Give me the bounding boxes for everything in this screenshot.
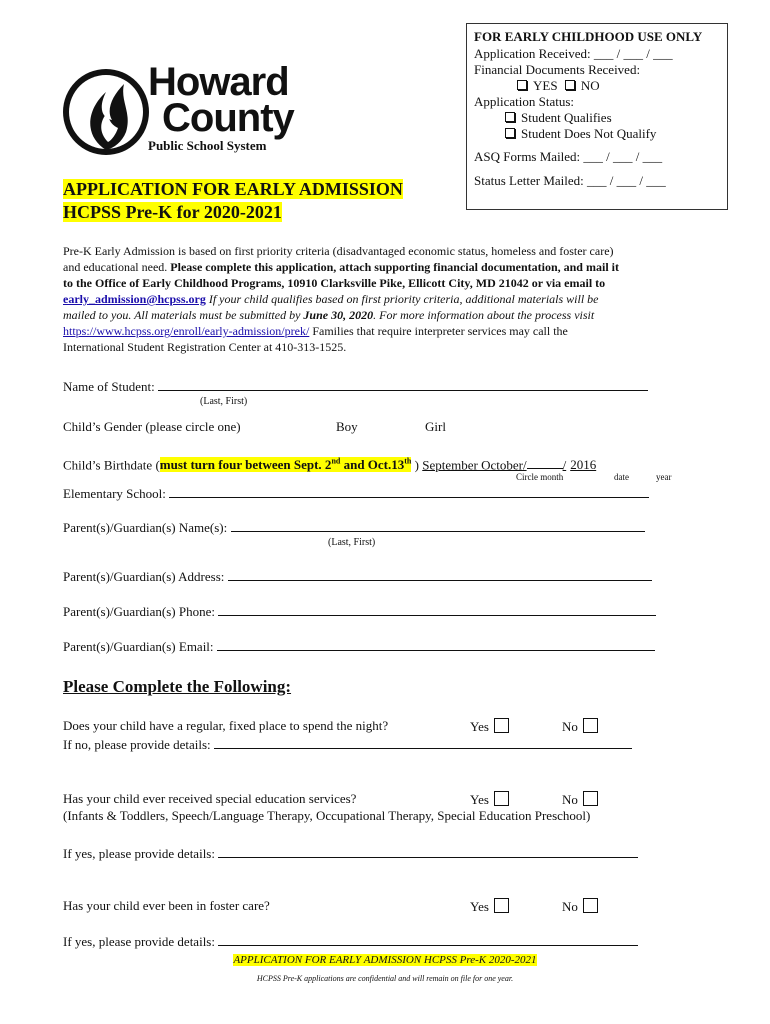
year-hint: year <box>656 472 672 482</box>
q2-no-label: No <box>562 792 578 807</box>
q1-no <box>562 718 598 735</box>
q2-details-label: If yes, please provide details: <box>63 846 215 861</box>
q3-text: Has your child ever been in foster care? <box>63 898 270 913</box>
gender-option-boy[interactable]: Boy <box>336 419 358 434</box>
q1-details-field <box>63 736 632 753</box>
q3-details-input[interactable] <box>218 933 638 946</box>
intro-line-7: International Student Registration Center at 410-313-1525. <box>63 340 347 354</box>
intro-line-2: and educational need. <box>63 260 168 274</box>
section-heading: Please Complete the Following: <box>63 677 292 696</box>
q1-no-label: No <box>562 719 578 734</box>
birthdate-label: Child’s Birthdate ( <box>63 457 160 473</box>
student-name-field <box>63 378 648 395</box>
student-name-hint: (Last, First) <box>200 396 248 407</box>
application-status-label: Application Status: <box>474 94 575 109</box>
birth-and-text: and Oct.13 <box>340 457 405 473</box>
intro-line-4-italic: If your child qualifies based on first priority criteria, additional materials will be <box>205 292 599 306</box>
office-use-box <box>466 23 728 210</box>
guardian-email-input[interactable] <box>217 638 655 651</box>
birthdate-field <box>63 454 606 473</box>
application-received: Application Received: ___ / ___ / ___ <box>474 46 673 61</box>
q3-no-checkbox[interactable] <box>583 898 598 913</box>
not-qualify-checkbox[interactable] <box>505 128 515 138</box>
gender-option-girl[interactable]: Girl <box>425 419 446 434</box>
intro-line-1: Pre-K Early Admission is based on first priority criteria (disadvantaged economic status, homeless and foster care) <box>63 244 614 258</box>
guardian-address-label: Parent(s)/Guardian(s) Address: <box>63 569 225 584</box>
intro-line-5-italic-b: . For more information about the process visit <box>373 308 595 322</box>
page-title <box>63 178 403 224</box>
guardian-email-field <box>63 638 655 655</box>
q3-no <box>562 898 598 915</box>
financial-docs-options <box>517 78 600 94</box>
q2-no-checkbox[interactable] <box>583 791 598 806</box>
intro-paragraph <box>63 244 723 355</box>
guardian-name-input[interactable] <box>231 519 645 532</box>
q2-details-field <box>63 845 638 862</box>
birth-note-text: must turn four between Sept. 2 <box>159 457 332 473</box>
birth-year: 2016 <box>570 457 597 473</box>
q1-details-input[interactable] <box>214 736 632 749</box>
q3-details-field <box>63 933 638 950</box>
circle-month-hint: Circle month <box>516 472 564 482</box>
title-line-2: HCPSS Pre-K for 2020-2021 <box>63 202 282 222</box>
guardian-phone-label: Parent(s)/Guardian(s) Phone: <box>63 604 215 619</box>
not-qualify-label: Student Does Not Qualify <box>521 126 657 141</box>
student-name-input[interactable] <box>158 378 648 391</box>
yes-checkbox[interactable] <box>517 80 527 90</box>
q1-text: Does your child have a regular, fixed place to spend the night? <box>63 718 389 733</box>
no-checkbox[interactable] <box>565 80 575 90</box>
date-hint: date <box>614 472 629 482</box>
q2-no <box>562 791 598 808</box>
q2-yes <box>470 791 509 808</box>
school-label: Elementary School: <box>63 486 166 501</box>
q1-yes-label: Yes <box>470 719 489 734</box>
birth-close: ) <box>411 457 419 473</box>
intro-line-3-bold: to the Office of Early Childhood Programs, 10910 Clarksville Pike, Ellicott City, MD 21042 or via email to <box>63 276 606 290</box>
hcpss-logo <box>62 62 342 162</box>
footer-note: HCPSS Pre-K applications are confidential and will remain on file for one year. <box>256 974 514 983</box>
guardian-address-field <box>63 568 652 585</box>
q2-yes-checkbox[interactable] <box>494 791 509 806</box>
office-use-title: FOR EARLY CHILDHOOD USE ONLY <box>474 29 703 44</box>
intro-line-6: Families that require interpreter services may call the <box>309 324 568 338</box>
school-input[interactable] <box>169 485 649 498</box>
deadline-date: June 30, 2020 <box>303 308 374 322</box>
guardian-phone-input[interactable] <box>218 603 656 616</box>
birth-month-options[interactable]: September October/ <box>422 457 527 473</box>
footer-title: APPLICATION FOR EARLY ADMISSION HCPSS Pre-K 2020-2021 <box>233 954 537 966</box>
guardian-address-input[interactable] <box>228 568 652 581</box>
q1-no-checkbox[interactable] <box>583 718 598 733</box>
q1-yes-checkbox[interactable] <box>494 718 509 733</box>
footer <box>0 950 770 986</box>
q3-yes-checkbox[interactable] <box>494 898 509 913</box>
q3-no-label: No <box>562 899 578 914</box>
q2-yes-label: Yes <box>470 792 489 807</box>
guardian-name-hint: (Last, First) <box>328 537 376 548</box>
student-qualifies-option <box>505 110 612 126</box>
guardian-name-label: Parent(s)/Guardian(s) Name(s): <box>63 520 228 535</box>
q3-details-label: If yes, please provide details: <box>63 934 215 949</box>
q2-subtext: (Infants & Toddlers, Speech/Language Therapy, Occupational Therapy, Special Education Preschool) <box>63 808 591 823</box>
guardian-phone-field <box>63 603 656 620</box>
logo-line-county: County <box>162 96 294 140</box>
email-link[interactable]: early_admission@hcpss.org <box>63 292 206 306</box>
q1-yes <box>470 718 509 735</box>
qualifies-label: Student Qualifies <box>521 110 612 125</box>
intro-line-5-italic: mailed to you. All materials must be submitted by <box>63 308 301 322</box>
status-letter-mailed: Status Letter Mailed: ___ / ___ / ___ <box>474 173 666 188</box>
prek-url-link[interactable]: https://www.hcpss.org/enroll/early-admission/prek/ <box>63 324 310 338</box>
asq-forms-mailed: ASQ Forms Mailed: ___ / ___ / ___ <box>474 149 663 164</box>
yes-label: YES <box>533 78 558 93</box>
guardian-name-field <box>63 519 645 536</box>
q2-details-input[interactable] <box>218 845 638 858</box>
student-not-qualify-option <box>505 126 656 142</box>
no-label: NO <box>580 78 600 93</box>
qualifies-checkbox[interactable] <box>505 112 515 122</box>
th-sup: th <box>404 457 412 466</box>
student-name-label: Name of Student: <box>63 379 155 394</box>
nd-sup: nd <box>331 457 341 466</box>
q1-details-label: If no, please provide details: <box>63 737 211 752</box>
title-line-1: APPLICATION FOR EARLY ADMISSION <box>63 179 403 199</box>
school-field <box>63 485 649 502</box>
q3-yes <box>470 898 509 915</box>
guardian-email-label: Parent(s)/Guardian(s) Email: <box>63 639 214 654</box>
birth-date-input[interactable] <box>527 456 563 469</box>
birth-slash: / <box>562 457 567 473</box>
logo-line-howard: Howard <box>148 60 289 104</box>
financial-docs-label: Financial Documents Received: <box>474 62 641 77</box>
q2-text: Has your child ever received special education services? <box>63 791 357 806</box>
flame-emblem-icon <box>62 62 158 162</box>
birthdate-requirement <box>160 457 412 472</box>
intro-line-2-bold: Please complete this application, attach supporting financial documentation, and mail it <box>170 260 619 274</box>
q3-yes-label: Yes <box>470 899 489 914</box>
logo-line-public-school-system: Public School System <box>148 138 267 153</box>
gender-label: Child’s Gender (please circle one) <box>63 419 241 434</box>
